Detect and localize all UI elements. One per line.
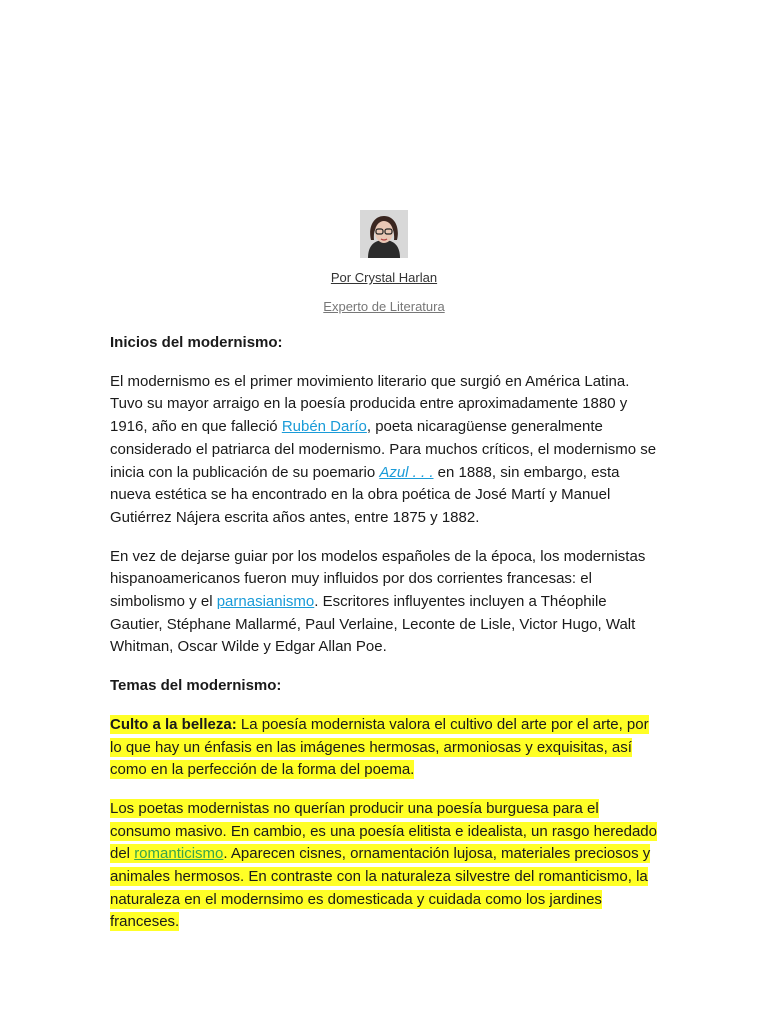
text: en 1888, sin embargo, esta nueva estética se ha encontrado en la obra poética de José Martí y Manuel Gutiérrez Nájera escrita años antes, entre 1875 y 1882. [110,463,620,526]
text: La poesía modernista valora el cultivo del arte por el arte, por lo que hay un énfasis en las imágenes hermosas, armoniosas y exquisitas, así como en la perfección de la forma del poema. [110,715,649,779]
paragraph-temas-1 [110,714,662,782]
section-heading-inicios: Inicios del modernismo: [110,334,283,351]
author-byline-link[interactable]: Por Crystal Harlan [330,270,438,285]
text: El modernismo es el primer movimiento literario que surgió en América Latina. Tuvo su mayor arraigo en la poesía producida entre aproximadamente 1880 y 1916, año en que falleció [110,372,630,436]
author-photo-icon [360,210,408,258]
bold-lead: Culto a la belleza: [110,715,237,733]
link-azul[interactable]: Azul . . . [379,463,434,481]
link-ruben-dario[interactable]: Rubén Darío [281,418,367,436]
author-role-link[interactable]: Experto de Literatura [323,299,445,314]
text: En vez de dejarse guiar por los modelos españoles de la época, los modernistas hispanoamericanos fueron muy influidos por dos corrientes francesas: el simbolismo y el [110,547,646,611]
author-avatar[interactable] [360,210,408,258]
text: , poeta nicaragüense generalmente considerado el patriarca del modernismo. Para muchos críticos, el modernismo se inicia con la publicación de su poemario [110,418,657,481]
author-block [0,210,768,316]
link-parnasianismo[interactable]: parnasianismo [216,593,315,611]
paragraph-inicios-1 [110,371,662,530]
paragraph-temas-2 [110,798,662,934]
text: Los poetas modernistas no querían producir una poesía burguesa para el consumo masivo. En cambio, es una poesía elitista e idealista, un rasgo heredado del [110,799,657,863]
link-romanticismo[interactable]: romanticismo [134,845,224,863]
highlighted-text [110,799,657,932]
article-body [110,332,662,950]
text: . Escritores influyentes incluyen a Théophile Gautier, Stéphane Mallarmé, Paul Verlaine, Leconte de Lisle, Victor Hugo, Walt Whitman, Oscar Wilde y Edgar Allan Poe. [110,593,636,656]
text: . Aparecen cisnes, ornamentación lujosa, materiales preciosos y animales hermosos. En contraste con la naturaleza silvestre del romanticismo, la naturaleza en el modernsimo es domesticada y cuidada como los jardines franceses. [110,845,651,931]
highlighted-text [110,715,649,779]
section-heading-temas: Temas del modernismo: [110,677,282,695]
paragraph-inicios-2 [110,546,662,660]
